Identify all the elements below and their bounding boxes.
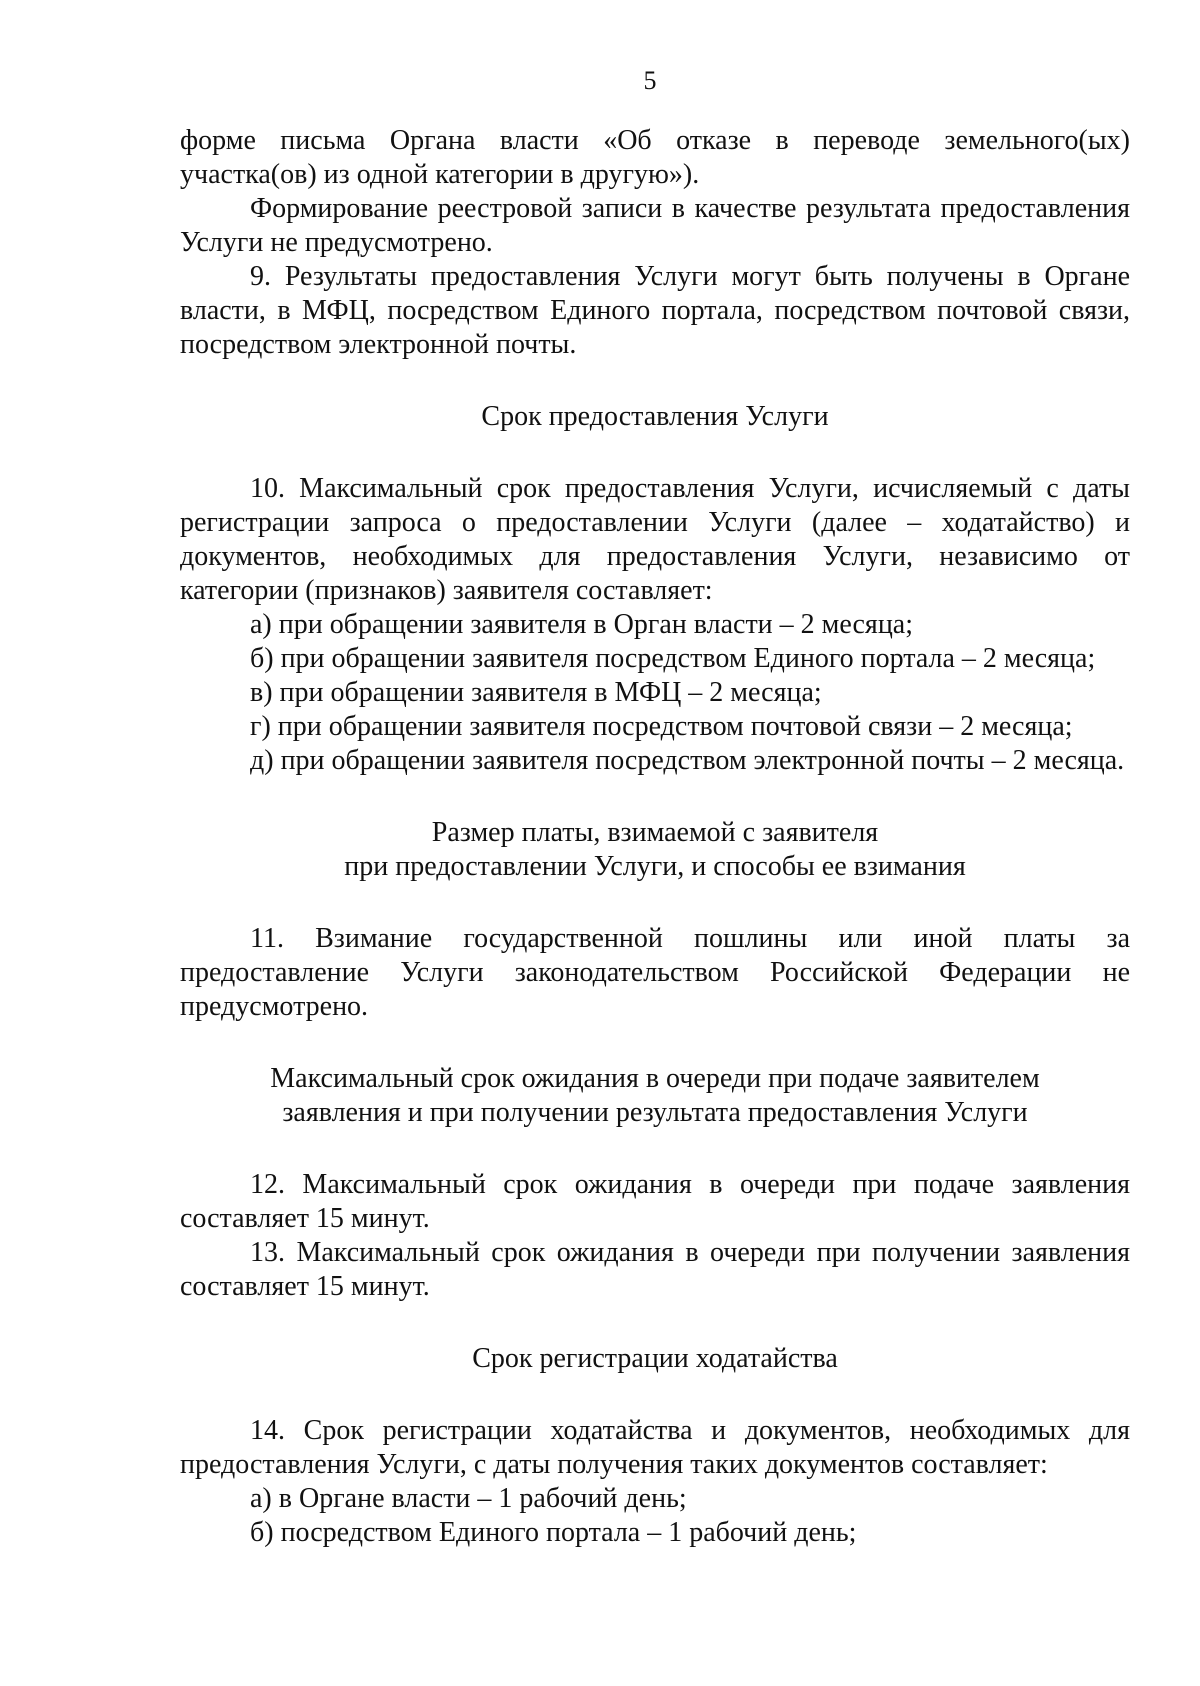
list-item: а) при обращении заявителя в Орган власти – 2 месяца; [250, 609, 914, 640]
paragraph-10-max-term: 10. Максимальный срок предоставления Услуги, исчисляемый с даты регистрации запроса о предоставлении Услуги (далее – ходатайство) и документов, необходимых для предоставления Услуги, независимо от категории (признаков) заявителя составляет: [180, 473, 1130, 606]
spacer [180, 1130, 1130, 1168]
document-body [180, 124, 1130, 1550]
list-item: в) при обращении заявителя в МФЦ – 2 месяца; [250, 677, 822, 708]
spacer [180, 434, 1130, 472]
list-item: д) при обращении заявителя посредством электронной почты – 2 месяца. [250, 745, 1125, 776]
paragraph-9-results: 9. Результаты предоставления Услуги могут быть получены в Органе власти, в МФЦ, посредством Единого портала, посредством почтовой связи, посредством электронной почты. [180, 261, 1130, 360]
section-heading-registration: Срок регистрации ходатайства [472, 1343, 838, 1374]
spacer [180, 778, 1130, 816]
list-item: б) посредством Единого портала – 1 рабочий день; [250, 1517, 857, 1548]
section-heading-queue-line1: Максимальный срок ожидания в очереди при подаче заявителем [270, 1063, 1040, 1094]
paragraph-registry-record: Формирование реестровой записи в качестве результата предоставления Услуги не предусмотрено. [180, 193, 1130, 258]
list-item: г) при обращении заявителя посредством почтовой связи – 2 месяца; [250, 711, 1073, 742]
paragraph-continuation: форме письма Органа власти «Об отказе в переводе земельного(ых) участка(ов) из одной категории в другую»). [180, 125, 1130, 190]
spacer [180, 1376, 1130, 1414]
paragraph-11-fee: 11. Взимание государственной пошлины или иной платы за предоставление Услуги законодательством Российской Федерации не предусмотрено. [180, 923, 1130, 1022]
paragraph-12-queue-submit: 12. Максимальный срок ожидания в очереди при подаче заявления составляет 15 минут. [180, 1169, 1130, 1234]
spacer [180, 362, 1130, 400]
section-heading-queue-line2: заявления и при получении результата предоставления Услуги [282, 1097, 1028, 1128]
section-heading-fee-line1: Размер платы, взимаемой с заявителя [431, 817, 879, 848]
spacer [180, 884, 1130, 922]
spacer [180, 1304, 1130, 1342]
page-number: 5 [643, 66, 657, 95]
list-item: б) при обращении заявителя посредством Единого портала – 2 месяца; [250, 643, 1096, 674]
paragraph-13-queue-receive: 13. Максимальный срок ожидания в очереди при получении заявления составляет 15 минут. [180, 1237, 1130, 1302]
section-heading-term: Срок предоставления Услуги [481, 401, 829, 432]
spacer [180, 1024, 1130, 1062]
section-heading-fee-line2: при предоставлении Услуги, и способы ее взимания [344, 851, 966, 882]
paragraph-14-registration-term: 14. Срок регистрации ходатайства и документов, необходимых для предоставления Услуги, с даты получения таких документов составляет: [180, 1415, 1130, 1480]
list-item: а) в Органе власти – 1 рабочий день; [250, 1483, 687, 1514]
